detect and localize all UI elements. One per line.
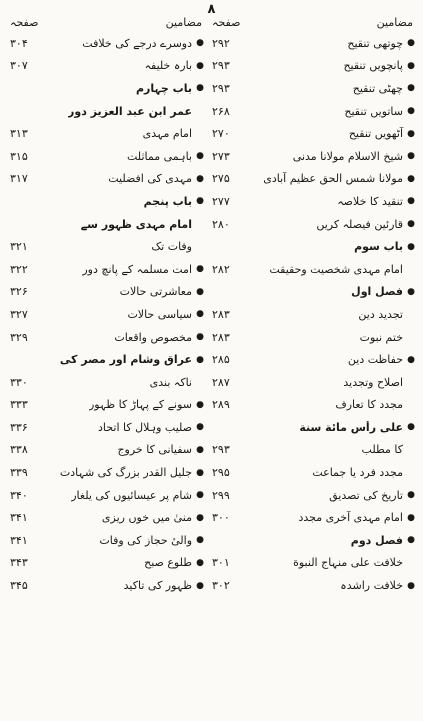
toc-entry-title: باب سوم [354, 240, 403, 254]
topics-header: مضامین [165, 16, 202, 29]
toc-entry [210, 552, 415, 575]
toc-entry-title: چھٹی تنقیح [352, 81, 403, 95]
bullet-icon: ● [407, 83, 415, 94]
toc-entry [8, 213, 204, 236]
toc-entry-page: ۳۴۳ [10, 556, 28, 570]
toc-entry-page: ۳۳۶ [10, 420, 28, 434]
toc-entry-page: ۳۲۹ [10, 330, 28, 344]
toc-entry [8, 574, 204, 597]
column-header [210, 14, 415, 32]
toc-entry-title: تنقید کا خلاصہ [337, 194, 403, 208]
toc-entry-title-wrap [127, 150, 204, 163]
toc-entry [8, 394, 204, 417]
column-header [8, 14, 204, 32]
toc-entry [210, 416, 415, 439]
toc-entry-title-wrap [316, 218, 415, 231]
bullet-icon: ● [407, 354, 415, 365]
toc-entry-page: ۳۴۱ [10, 511, 28, 525]
toc-entry [8, 416, 204, 439]
toc-entry-title: فصل اول [351, 285, 403, 299]
toc-entry-title-wrap [68, 105, 204, 118]
toc-entry-title-wrap [354, 240, 415, 253]
toc-entry-page: ۲۸۹ [212, 398, 230, 412]
toc-entry-title-wrap [108, 172, 204, 185]
topics-header: مضامین [376, 16, 413, 29]
toc-entry-title: سیاسی حالات [127, 307, 192, 321]
toc-entry [8, 145, 204, 168]
bullet-icon: ● [196, 309, 204, 320]
toc-entry [210, 32, 415, 55]
toc-entry [210, 77, 415, 100]
toc-entry [8, 235, 204, 258]
toc-entry-title: کا مطلب [361, 443, 403, 457]
bullet-icon: ● [196, 38, 204, 49]
bullet-icon: ● [407, 490, 415, 501]
toc-entry-title: طلوع صبح [144, 556, 192, 570]
toc-entry-title: معاشرتی حالات [119, 285, 192, 299]
toc-entry [210, 461, 415, 484]
toc-entry [8, 77, 204, 100]
toc-entry-title-wrap [71, 489, 204, 502]
toc-entry-page: ۲۷۷ [212, 194, 230, 208]
toc-entry-title-wrap [117, 443, 204, 456]
toc-entry [210, 190, 415, 213]
toc-entry-title-wrap [269, 263, 415, 276]
toc-entry-title: چوتھی تنقیح [347, 36, 403, 50]
toc-entry-title-wrap [299, 421, 415, 434]
toc-entry [8, 168, 204, 191]
toc-entry-title-wrap [293, 556, 415, 569]
toc-entry-page: ۲۹۳ [212, 443, 230, 457]
toc-entry-page: ۳۰۴ [10, 36, 28, 50]
toc-entry-title: خلافت علی منہاج النبوة [293, 556, 403, 570]
toc-entry-page: ۲۷۰ [212, 127, 230, 141]
toc-entry-page: ۳۰۱ [212, 556, 230, 570]
toc-entry [210, 303, 415, 326]
toc-entry-title: امام مہدی [142, 127, 192, 141]
bullet-icon: ● [196, 264, 204, 275]
toc-entry-title-wrap [351, 285, 415, 298]
toc-entry-title-wrap [293, 150, 415, 163]
toc-entry [8, 348, 204, 371]
toc-entry-title: علی رأس مائة سنة [299, 420, 403, 434]
toc-entry-title-wrap [99, 534, 204, 547]
bullet-icon: ● [196, 535, 204, 546]
toc-entry-title-wrap [343, 59, 415, 72]
toc-entry [210, 258, 415, 281]
toc-entry-title-wrap [151, 240, 204, 253]
bullet-icon: ● [196, 399, 204, 410]
toc-entry-page: ۲۸۲ [212, 262, 230, 276]
toc-entry-title-wrap [124, 579, 204, 592]
toc-entry-page: ۲۸۰ [212, 217, 230, 231]
toc-entry-title-wrap [60, 466, 204, 479]
toc-entry [210, 371, 415, 394]
toc-entry-title-wrap [114, 331, 204, 344]
toc-entry [210, 506, 415, 529]
toc-entry-title-wrap [312, 466, 415, 479]
toc-entry-title: باہمی مماثلت [127, 149, 192, 163]
toc-entry-title-wrap [82, 263, 204, 276]
toc-list [8, 32, 204, 597]
toc-entry [210, 394, 415, 417]
toc-entry [8, 371, 204, 394]
toc-entry-title: صلیب وہلال کا اتحاد [98, 420, 192, 434]
toc-entry-title: جلیل القدر بزرگ کی شہادت [59, 466, 192, 480]
toc-entry-title: ختم نبوت [359, 330, 403, 344]
toc-entry-page: ۳۲۱ [10, 240, 28, 254]
toc-entry-title: عمر ابن عبد العزیز دور [68, 104, 192, 118]
toc-entry [210, 281, 415, 304]
toc-entry [210, 574, 415, 597]
toc-entry-title-wrap [144, 556, 204, 569]
toc-entry-title-wrap [351, 534, 415, 547]
bullet-icon: ● [407, 535, 415, 546]
toc-entry [210, 122, 415, 145]
toc-entry [210, 55, 415, 78]
toc-entry-page: ۳۳۰ [10, 375, 28, 389]
toc-entry [8, 529, 204, 552]
toc-entry-title: اصلاح وتجدید [343, 375, 403, 389]
toc-entry-title: حفاظت دین [347, 353, 403, 367]
toc-entry-page: ۳۴۱ [10, 533, 28, 547]
toc-entry [8, 439, 204, 462]
toc-entry-title-wrap [89, 398, 204, 411]
toc-entry-page: ۲۹۳ [212, 59, 230, 73]
toc-entry-page: ۳۳۸ [10, 443, 28, 457]
toc-entry-title: خلافت راشدہ [340, 579, 403, 593]
toc-entry-page: ۲۹۳ [212, 81, 230, 95]
toc-entry-title: باب چہارم [135, 81, 192, 95]
bullet-icon: ● [407, 512, 415, 523]
toc-entry [8, 190, 204, 213]
toc-entry-title-wrap [343, 376, 415, 389]
toc-entry-title: فصل دوم [350, 533, 403, 547]
toc-entry-page: ۳۳۳ [10, 398, 28, 412]
toc-entry [210, 529, 415, 552]
toc-entry-page: ۳۱۳ [10, 127, 28, 141]
toc-entry-title: شیخ الاسلام مولانا مدنی [292, 149, 403, 163]
bullet-icon: ● [196, 286, 204, 297]
toc-entry-page: ۳۰۷ [10, 59, 28, 73]
toc-entry-page: ۳۴۰ [10, 488, 28, 502]
toc-entry-title-wrap [150, 376, 204, 389]
bullet-icon: ● [196, 557, 204, 568]
toc-entry-page: ۲۷۵ [212, 172, 230, 186]
bullet-icon: ● [196, 444, 204, 455]
toc-entry-page: ۲۸۳ [212, 307, 230, 321]
toc-entry-title: تجدید دین [358, 307, 403, 321]
toc-entry-title: امام مہدی آخری مجدد [298, 511, 403, 525]
toc-entry [8, 303, 204, 326]
toc-entry-title-wrap [98, 421, 204, 434]
toc-entry [8, 122, 204, 145]
toc-entry-title: شام پر عیسائیوں کی یلغار [71, 488, 192, 502]
toc-entry-title-wrap [127, 308, 204, 321]
toc-entry [8, 461, 204, 484]
toc-entry [8, 32, 204, 55]
toc-entry-page: ۳۳۹ [10, 466, 28, 480]
toc-column-left [8, 14, 204, 597]
toc-entry-title-wrap [335, 398, 415, 411]
bullet-icon: ● [196, 354, 204, 365]
page-header: صفحہ [212, 16, 241, 29]
toc-entry-page: ۲۹۹ [212, 488, 230, 502]
toc-entry-page: ۲۶۸ [212, 104, 230, 118]
toc-entry-title: مجدد کا تعارف [335, 398, 403, 412]
toc-entry-title: تاریخ کی تصدیق [329, 488, 403, 502]
toc-entry-title-wrap [344, 105, 415, 118]
toc-entry-title: ناکہ بندی [149, 375, 192, 389]
toc-column-right [210, 14, 415, 597]
toc-entry-title-wrap [298, 511, 415, 524]
toc-entry-title-wrap [145, 59, 204, 72]
toc-entry [8, 552, 204, 575]
toc-entry-title: آٹھویں تنقیح [348, 127, 403, 141]
toc-entry [210, 235, 415, 258]
bullet-icon: ● [196, 490, 204, 501]
toc-entry-title: قارئین فیصلہ کریں [316, 217, 403, 231]
toc-entry-title-wrap [263, 172, 415, 185]
toc-entry-page: ۳۴۵ [10, 579, 28, 593]
toc-entry-title: امام مہدی شخصیت وحقیقت [269, 262, 403, 276]
toc-entry [210, 213, 415, 236]
toc-entry-title-wrap [360, 331, 415, 344]
toc-entry-title: باب پنجم [143, 194, 192, 208]
bullet-icon: ● [196, 580, 204, 591]
toc-entry-title: عراق وشام اور مصر کی [59, 353, 192, 367]
toc-entry [8, 258, 204, 281]
toc-entry-page: ۲۹۲ [212, 36, 230, 50]
toc-entry-page: ۳۰۲ [212, 579, 230, 593]
bullet-icon: ● [407, 422, 415, 433]
toc-entry-title-wrap [329, 489, 415, 502]
toc-entry-title-wrap [120, 285, 204, 298]
toc-entry-title: وفات تک [151, 240, 192, 254]
bullet-icon: ● [407, 38, 415, 49]
bullet-icon: ● [196, 467, 204, 478]
page-number: ۸ [207, 2, 216, 17]
toc-entry-page: ۲۷۳ [212, 149, 230, 163]
toc-entry-title: مجدد فرد یا جماعت [312, 466, 403, 480]
bullet-icon: ● [407, 286, 415, 297]
toc-entry [210, 326, 415, 349]
toc-entry-page: ۲۸۳ [212, 330, 230, 344]
toc-entry-title-wrap [102, 511, 204, 524]
toc-entry-title: سونے کے پہاڑ کا ظہور [88, 398, 192, 412]
toc-entry-title: پانچویں تنقیح [343, 59, 403, 73]
toc-entry [210, 348, 415, 371]
toc-entry-page: ۲۸۷ [212, 375, 230, 389]
toc-entry [210, 100, 415, 123]
toc-entry-title-wrap [81, 218, 204, 231]
toc-entry-title: ظہور کی تاکید [123, 579, 192, 593]
bullet-icon: ● [196, 512, 204, 523]
toc-entry-title-wrap [340, 579, 415, 592]
toc-entry-title: امام مہدی ظہور سے [80, 217, 192, 231]
bullet-icon: ● [196, 83, 204, 94]
toc-entry-title-wrap [362, 443, 415, 456]
toc-entry-title: ساتویں تنقیح [344, 104, 403, 118]
toc-entry-page: ۳۱۵ [10, 149, 28, 163]
toc-entry-page: ۲۸۵ [212, 353, 230, 367]
toc-entry [210, 145, 415, 168]
toc-entry [8, 484, 204, 507]
bullet-icon: ● [407, 106, 415, 117]
toc-list [210, 32, 415, 597]
toc-entry-title-wrap [82, 37, 204, 50]
bullet-icon: ● [407, 196, 415, 207]
toc-entry-title-wrap [143, 127, 204, 140]
toc-entry-page: ۳۲۶ [10, 285, 28, 299]
toc-entry-title: مہدی کی افضلیت [108, 172, 192, 186]
bullet-icon: ● [407, 151, 415, 162]
toc-entry-title-wrap [60, 353, 204, 366]
toc-entry-page: ۲۹۵ [212, 466, 230, 480]
bullet-icon: ● [407, 173, 415, 184]
toc-entry-title-wrap [144, 195, 204, 208]
toc-entry-title-wrap [347, 37, 415, 50]
bullet-icon: ● [196, 151, 204, 162]
toc-entry [8, 55, 204, 78]
bullet-icon: ● [407, 241, 415, 252]
bullet-icon: ● [407, 580, 415, 591]
toc-entry-title-wrap [358, 308, 415, 321]
bullet-icon: ● [196, 332, 204, 343]
toc-entry-title-wrap [136, 82, 204, 95]
toc-entry [8, 281, 204, 304]
toc-entry [8, 506, 204, 529]
toc-entry-title-wrap [337, 195, 415, 208]
toc-entry-title-wrap [353, 82, 415, 95]
toc-entry-title-wrap [349, 127, 415, 140]
bullet-icon: ● [407, 219, 415, 230]
toc-entry-page: ۳۲۷ [10, 307, 28, 321]
page-header: صفحہ [10, 16, 39, 29]
bullet-icon: ● [407, 60, 415, 71]
toc-entry-title: دوسرے درجے کی خلافت [82, 36, 192, 50]
toc-entry-page: ۳۰۰ [212, 511, 230, 525]
toc-entry-page: ۳۲۲ [10, 262, 28, 276]
toc-entry [210, 168, 415, 191]
bullet-icon: ● [196, 173, 204, 184]
toc-entry-title: والیٔ حجاز کی وفات [99, 533, 192, 547]
toc-entry-title: بارہ خلیفہ [144, 59, 192, 73]
toc-entry-page: ۳۱۷ [10, 172, 28, 186]
toc-entry [8, 100, 204, 123]
toc-entry-title: مخصوص واقعات [114, 330, 192, 344]
toc-entry [210, 484, 415, 507]
bullet-icon: ● [196, 422, 204, 433]
toc-entry-title-wrap [348, 353, 415, 366]
toc-entry-title: مولانا شمس الحق عظیم آبادی [263, 172, 403, 186]
toc-entry-title: امت مسلمہ کے پانچ دور [82, 262, 192, 276]
toc-entry [210, 439, 415, 462]
bullet-icon: ● [407, 128, 415, 139]
toc-entry [8, 326, 204, 349]
toc-entry-title: منیٰ میں خوں ریزی [101, 511, 192, 525]
bullet-icon: ● [196, 196, 204, 207]
bullet-icon: ● [196, 60, 204, 71]
toc-entry-title: سفیانی کا خروج [117, 443, 192, 457]
